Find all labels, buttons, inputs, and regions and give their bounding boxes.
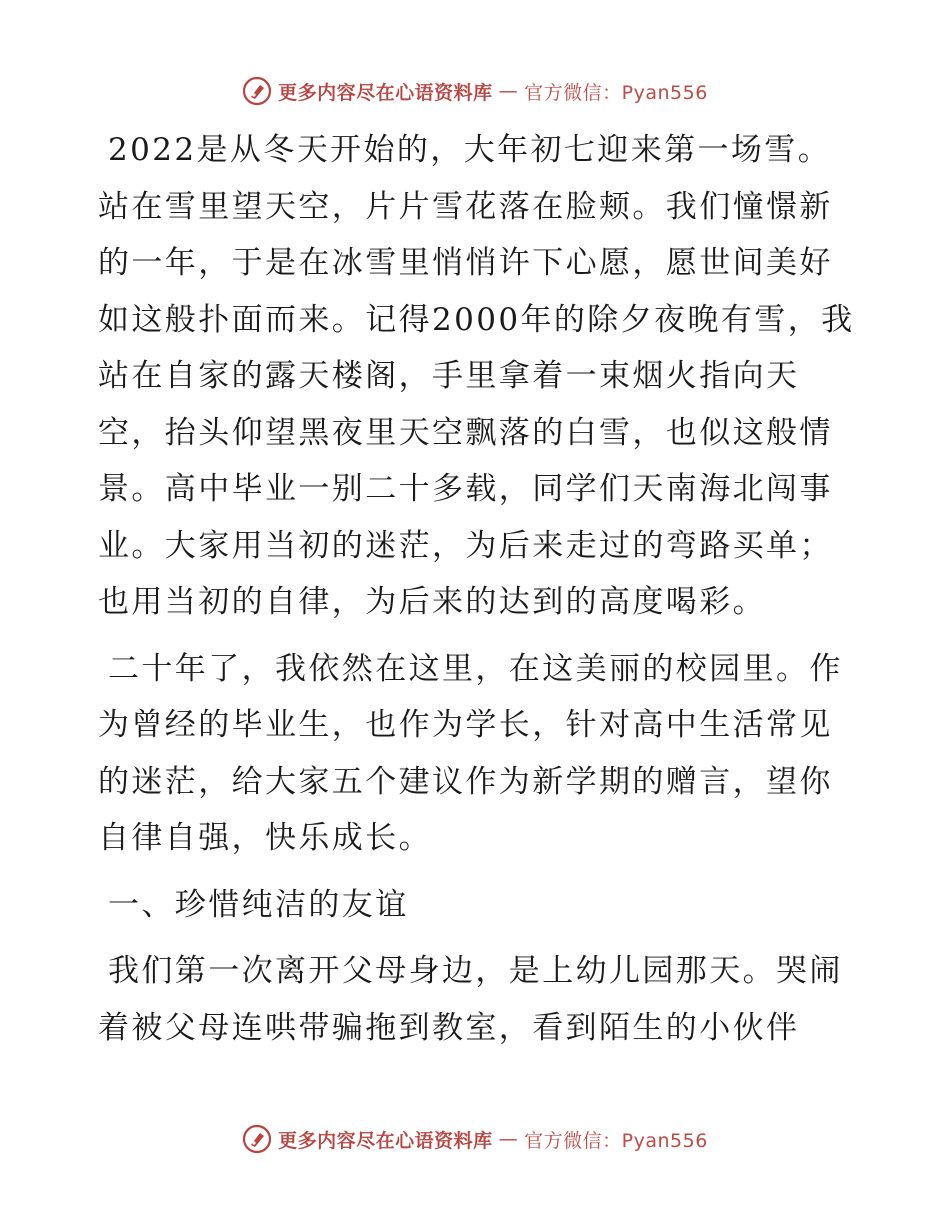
- footer-watermark: [0, 1124, 950, 1154]
- paragraph-2: 二十年了，我依然在这里，在这美丽的校园里。作为曾经的毕业生，也作为学长，针对高中生活常见的迷茫，给大家五个建议作为新学期的赠言，望你自律自强，快乐成长。: [98, 650, 843, 856]
- document-body: [98, 122, 858, 1056]
- pen-nib-seal-icon: [242, 1124, 272, 1154]
- watermark-tail: 官方微信：Pyan556: [524, 1129, 708, 1152]
- paragraph-1: 2022是从冬天开始的，大年初七迎来第一场雪。站在雪里望天空，片片雪花落在脸颊。我们憧憬新的一年，于是在冰雪里悄悄许下心愿，愿世间美好如这般扑面而来。记得2000年的除夕夜晚有雪，我站在自家的露天楼阁，手里拿着一束烟火指向天空，抬头仰望黑夜里天空飘落的白雪，也似这般情景。高中毕业一别二十多载，同学们天南海北闯事业。大家用当初的迷茫，为后来走过的弯路买单；也用当初的自律，为后来的达到的高度喝彩。: [98, 132, 855, 620]
- watermark-label: 更多内容尽在心语资料库: [278, 81, 493, 104]
- watermark-label: 更多内容尽在心语资料库: [278, 1129, 493, 1152]
- watermark-tail: 官方微信：Pyan556: [524, 81, 708, 104]
- watermark-separator: —: [498, 80, 519, 102]
- header-watermark: [0, 76, 950, 106]
- section-heading: 一、珍惜纯洁的友谊: [108, 886, 409, 923]
- watermark-separator: —: [498, 1128, 519, 1150]
- pen-nib-seal-icon: [242, 76, 272, 106]
- paragraph-3: 我们第一次离开父母身边，是上幼儿园那天。哭闹着被父母连哄带骗拖到教室，看到陌生的小伙伴: [98, 953, 843, 1046]
